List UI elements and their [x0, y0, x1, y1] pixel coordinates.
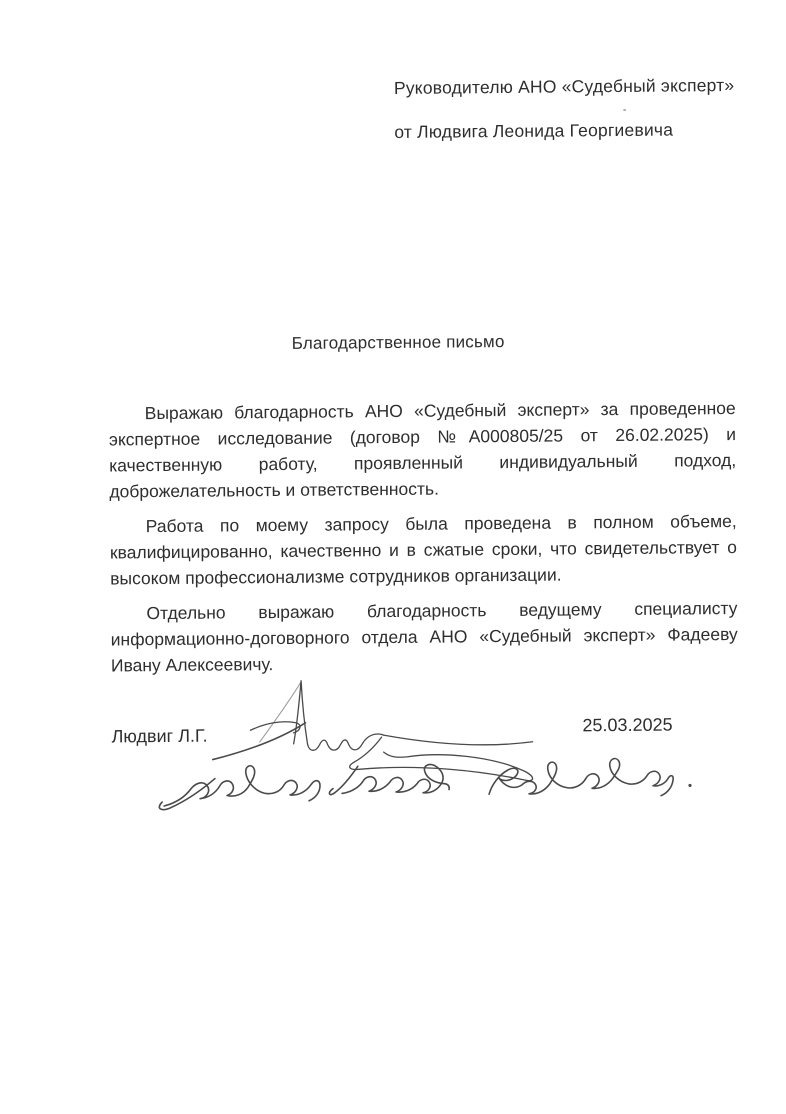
- scan-speck: [623, 109, 626, 111]
- paragraph-line: квалифицированно, качественно и в сжатые сроки, что свидетельствует о: [109, 536, 738, 563]
- paragraph: [110, 595, 738, 678]
- paragraph-line: Выражаю благодарность АНО «Судебный эксперт» за проведенное: [144, 398, 736, 424]
- paragraph-line: Отдельно выражаю благодарность ведущему специалисту: [146, 597, 738, 624]
- paragraph-line: информационно-договорного отдела АНО «Судебный эксперт» Фадееву: [110, 623, 738, 650]
- signatory-name: Людвиг Л.Г.: [111, 725, 208, 747]
- paragraph-line: высоком профессионализме сотрудников организации.: [110, 564, 562, 589]
- paragraph: [109, 395, 737, 504]
- letter-body: [109, 395, 738, 687]
- paragraph-line: качественную работу, проявленный индивидуальный подход,: [109, 450, 737, 476]
- paragraph: [110, 508, 738, 591]
- paragraph-line: Ивану Алексеевичу.: [110, 654, 274, 676]
- handwritten-name: [159, 758, 692, 810]
- letter-title: Благодарственное письмо: [291, 332, 505, 353]
- paragraph-line: экспертное исследование (договор №А000805/25 от 26.02.2025) и: [108, 424, 737, 450]
- letter-header: [394, 75, 735, 166]
- paragraph-line: доброжелательность и ответственность.: [109, 478, 440, 502]
- paragraph-line: Работа по моему запросу была проведена в полном объеме,: [145, 510, 737, 537]
- recipient-line: Руководителю АНО «Судебный эксперт»: [393, 75, 735, 98]
- sender-line: от Людвига Леонида Георгиевича: [394, 119, 674, 142]
- letter-date: 25.03.2025: [582, 714, 673, 736]
- signature-flourish: [212, 679, 533, 784]
